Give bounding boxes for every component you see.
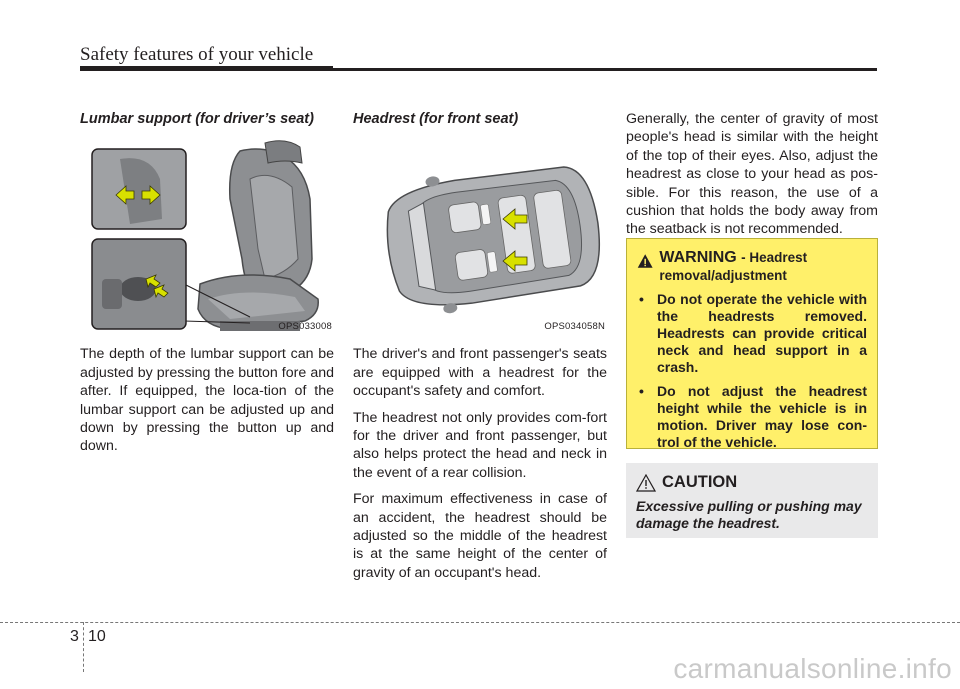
caution-text: Excessive pulling or pushing may damage the headrest. [636,498,862,531]
list-item: • Do not adjust the headrest height while the vehicle is in motion. Driver may lose con-trol of the vehicle. [639,383,867,450]
caution-triangle-icon [636,474,656,492]
figure-code: OPS034058N [544,321,605,332]
headrest-heading: Headrest (for front seat) [353,111,519,127]
lumbar-heading: Lumbar support (for driver’s seat) [80,111,314,127]
warning-list [637,291,867,451]
lumbar-figure [80,139,334,337]
seat-illustration [80,139,334,337]
list-item: • Do not operate the vehicle with the headrests removed. Headrests can provide critical neck and head support in a crash. [639,291,867,375]
headrest-position-section [626,110,878,247]
car-topview-illustration [353,139,607,337]
lumbar-section [80,110,334,464]
header-rule-accent [80,66,333,71]
headrest-paragraph-1: The driver's and front passenger's seats are equipped with a headrest for the occupant's safety and comfort. [353,346,607,400]
caution-title: CAUTION [662,473,738,491]
warning-box [626,238,878,449]
warning-triangle-icon [637,251,653,271]
footer-divider [83,622,84,672]
footer-rule [0,622,960,623]
watermark: carmanualsonline.info [673,653,952,684]
page-number: 10 [88,628,106,645]
caution-box [626,463,878,538]
lumbar-body: The depth of the lumbar support can be adjusted by pressing the button fore and after. If equipped, the loca-tion of the lumbar support can be adjusted up and down by pressing the button up and down. [80,346,334,455]
headrest-section [353,110,607,590]
headrest-paragraph-2: The headrest not only provides com-fort for the driver and front passenger, but also helps protect the head and neck in the event of a rear collision. [353,409,607,481]
headrest-figure [353,139,607,337]
warning-title-row [637,249,867,285]
figure-code: OPS033008 [278,321,332,332]
warning-subtitle: - Headrest removal/adjustment [659,250,808,283]
chapter-number: 3 [70,628,79,645]
headrest-paragraph-3: For maximum effectiveness in case of an accident, the headrest should be adjusted so the middle of the headrest is at the same height of the center of gravity of an occupant's head. [353,491,607,581]
caution-title-row [636,473,868,492]
page-header-title: Safety features of your vehicle [80,44,314,65]
center-of-gravity-text: Generally, the center of gravity of most people's head is similar with the height of the top of their eyes. Also, adjust the headrest as close to your head as pos-sible. For this reason, the use of a cushion that holds the body away from the seatback is not recommended. [626,111,878,238]
warning-title: WARNING [659,249,737,266]
